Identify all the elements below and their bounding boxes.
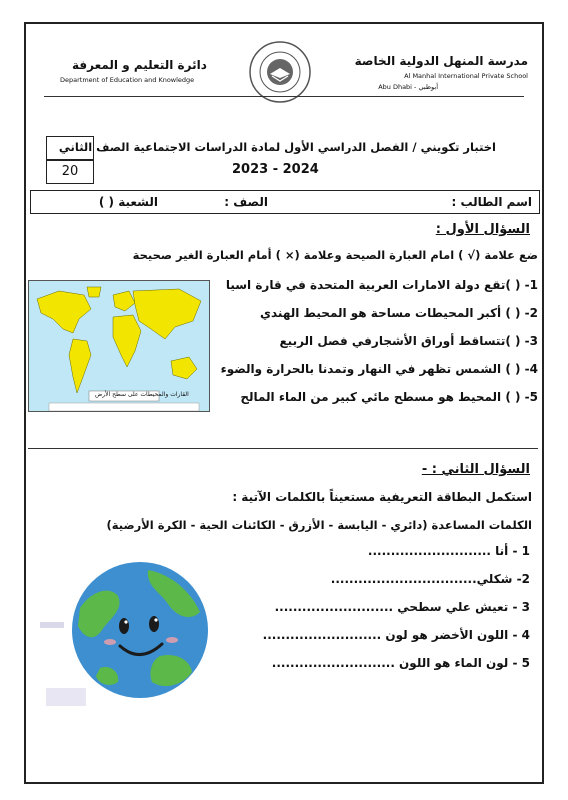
class-label: الصف : [224,195,268,209]
world-map-image [28,280,210,412]
q2-title: السؤال الثاني : - [421,462,530,477]
section-label: الشعبة ( ) [98,195,158,209]
exam-title: اختبار تكويني / الفصل الدراسي الأول لمادة الدراسات الاجتماعية الصف الثاني [58,140,496,154]
q2-item-4[interactable]: 4 - اللون الأخضر هو لون .......................... [262,628,530,642]
school-name-ar: مدرسة المنهل الدولية الخاصة [354,54,528,68]
q1-item-4[interactable]: 4- ( ) الشمس تظهر في النهار وتمدنا بالحرارة والضوء [220,362,538,376]
q1-instruction: ضع علامة (√ ) امام العبارة الصيحة وعلامة (× ) أمام العبارة الغير صحيحة [132,248,538,262]
q2-item-1[interactable]: 1 - أنا ........................... [367,544,530,558]
exam-year: 2023 - 2024 [232,162,319,177]
score-total: 20 [46,160,94,184]
q2-helper-words: الكلمات المساعدة (دائري - اليابسة - الأزرق - الكائنات الحية - الكرة الأرضية) [106,518,532,532]
q2-item-2[interactable]: 2- شكلي................................ [330,572,530,586]
student-name-label: اسم الطالب : [451,195,532,209]
q2-item-3[interactable]: 3 - تعيش علي سطحي .......................... [274,600,530,614]
school-logo [248,40,312,104]
score-box-top[interactable] [46,136,94,160]
section-divider [28,448,538,449]
department-name-en: Department of Education and Knowledge [60,76,195,84]
q2-item-5[interactable]: 5 - لون الماء هو اللون ........................... [271,656,530,670]
q1-title: السؤال الأول : [435,222,530,237]
school-name-en: Al Manhal International Private School [404,72,528,80]
header-divider [44,96,524,97]
decorative-shape [46,688,86,706]
department-name-ar: دائرة التعليم و المعرفة [72,58,207,72]
map-caption: القارات والمحيطات على سطح الأرض [95,391,189,398]
q1-item-2[interactable]: 2- ( ) أكبر المحيطات مساحة هو المحيط الهندي [260,306,538,320]
q1-item-1[interactable]: 1- ( )تقع دولة الامارات العربية المتحدة في قارة اسيا [225,278,538,292]
school-location: Abu Dhabi - أبوظبي [378,83,438,91]
q2-instruction: استكمل البطاقة التعريفية مستعيناً بالكلمات الآتية : [232,490,532,504]
q1-item-3[interactable]: 3- ( )تتساقط أوراق الأشجارفي فصل الربيع [279,334,538,348]
q1-item-5[interactable]: 5- ( ) المحيط هو مسطح مائي كبير من الماء المالح [240,390,538,404]
